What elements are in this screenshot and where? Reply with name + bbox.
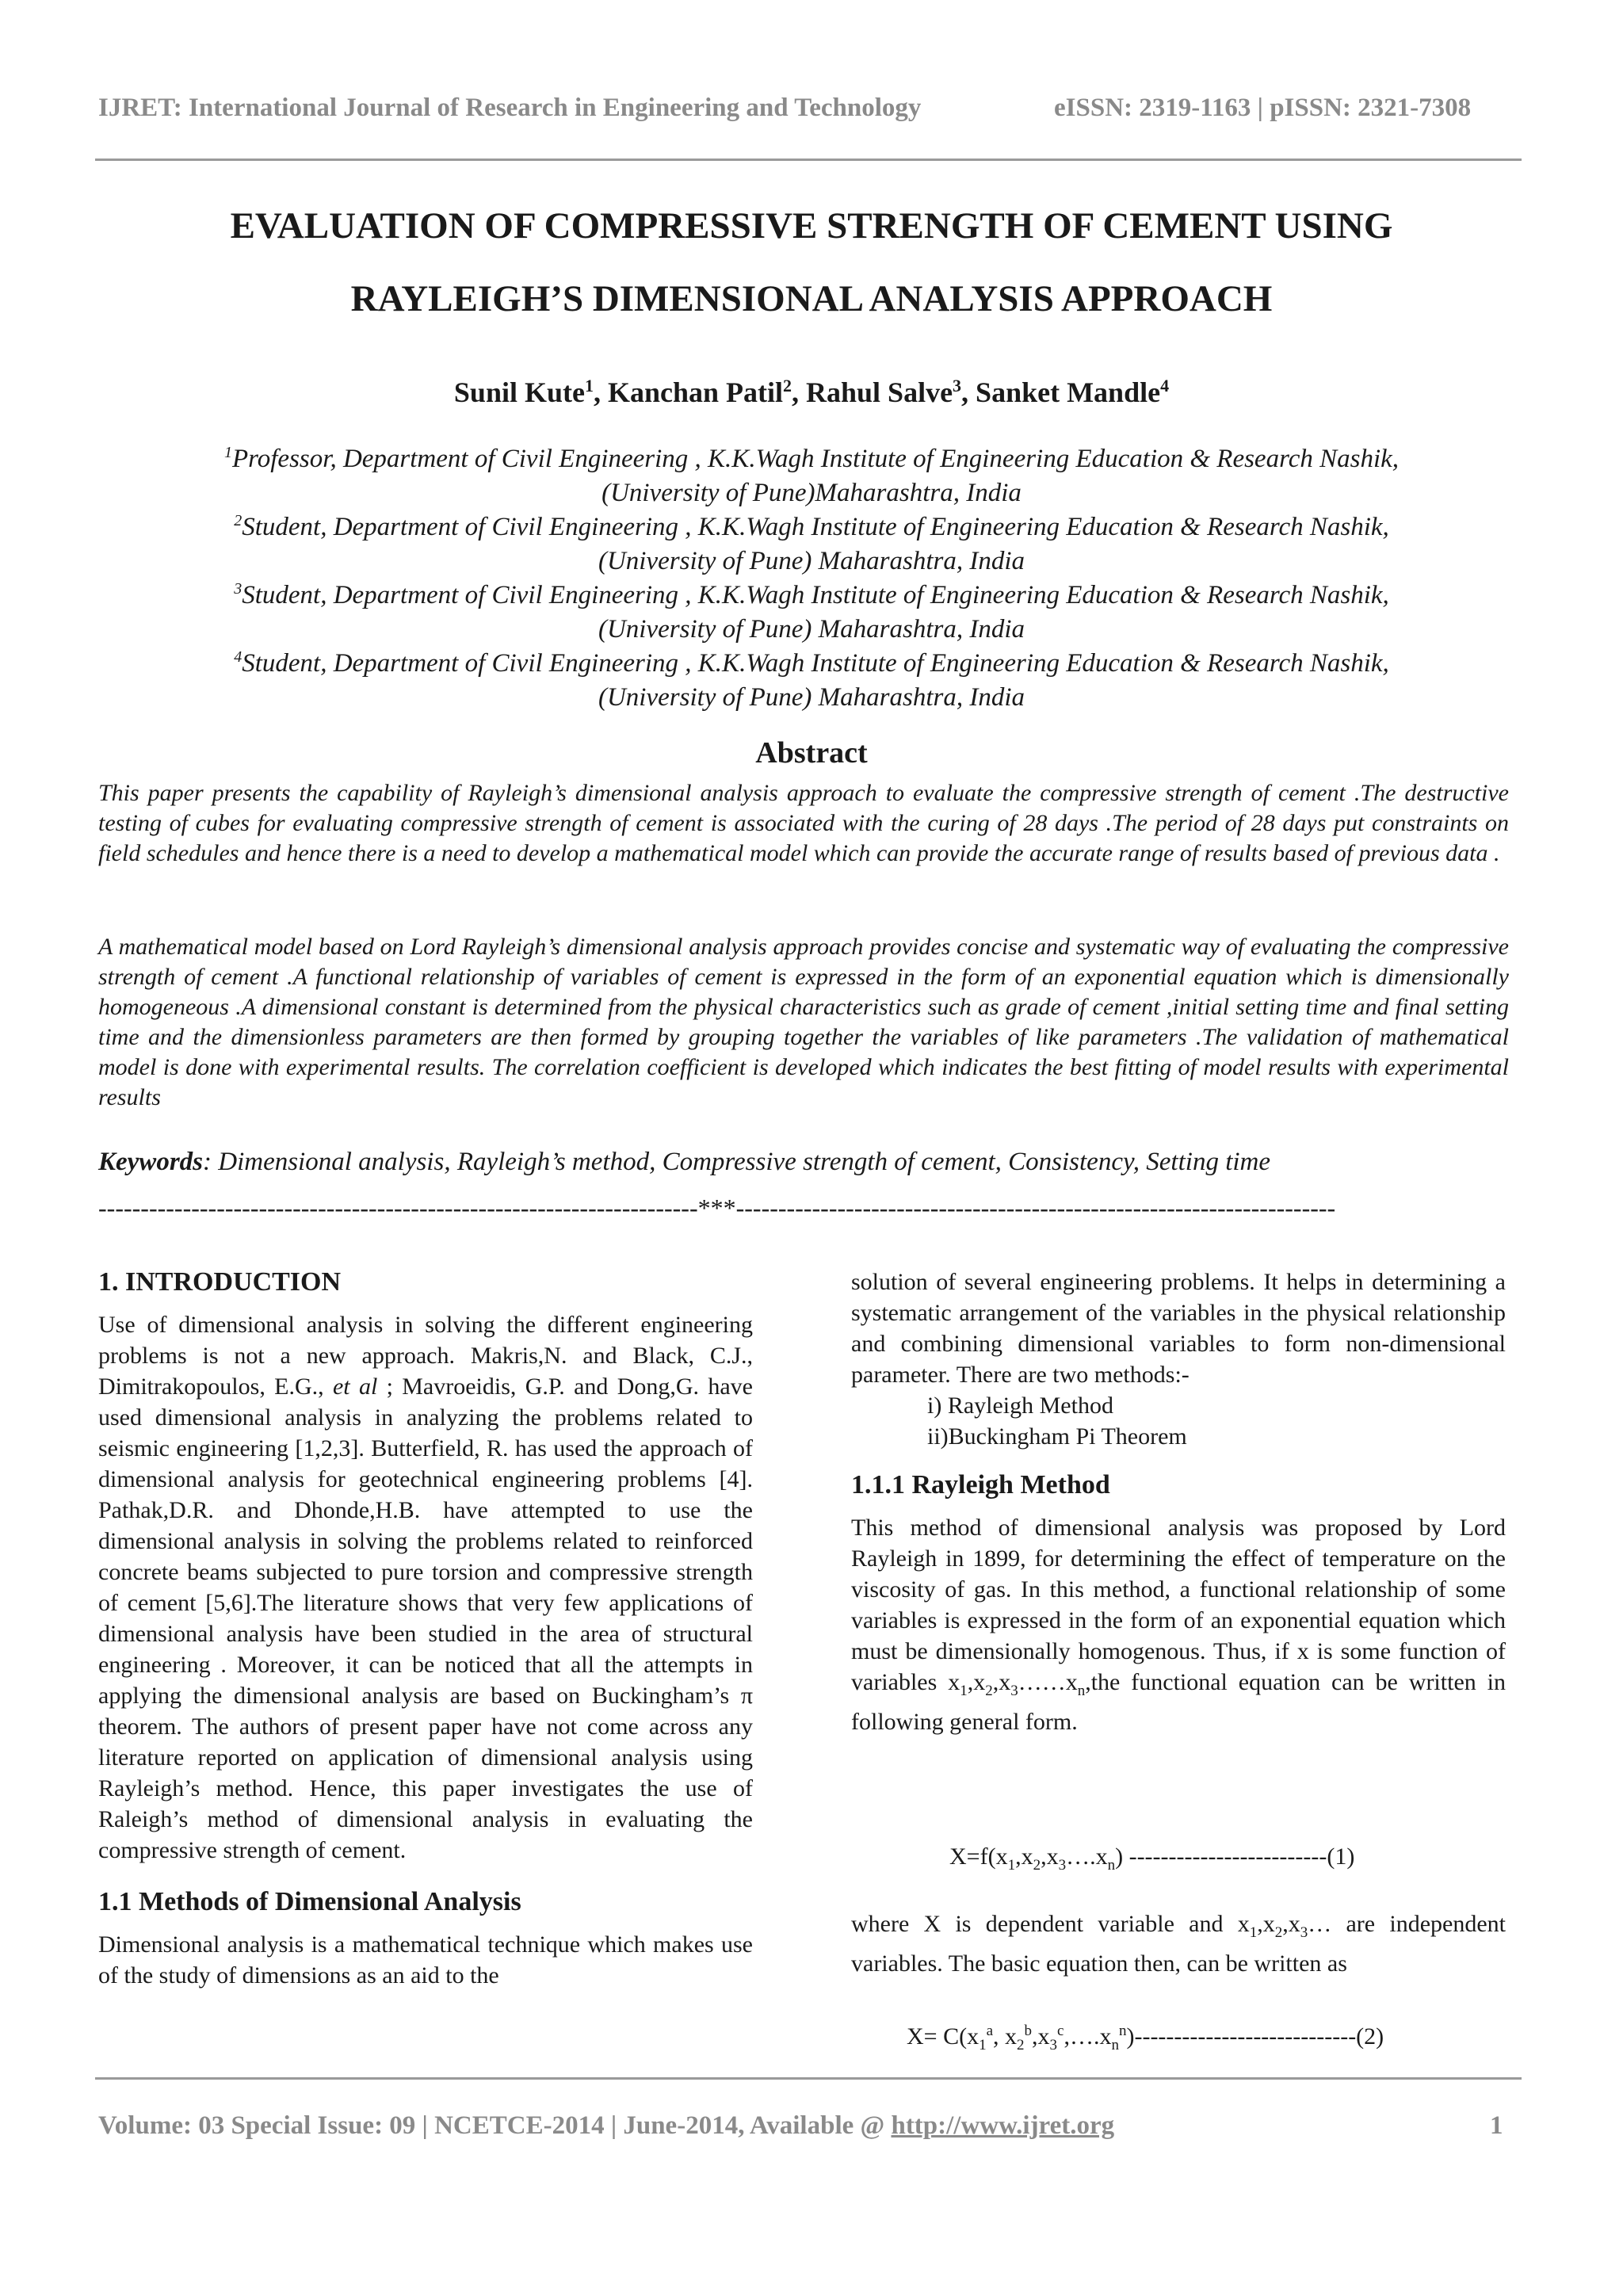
- intro-text: Use of dimensional analysis in solving the different engineering problems is not a new approach. Makris,N. and Black, C.J., Dimitrakopoulos, E.G.,: [98, 1312, 753, 1400]
- equation-2: $X= C(x_1^a$, $x_2^b,x_3^c,\dots.x_n^n)----------------------------(2)$: [907, 2023, 1384, 2053]
- equation-number: )----------------------------(2): [1126, 2023, 1384, 2050]
- footer-text: Volume: 03 Special Issue: 09 | NCETCE-2014 | June-2014, Available @: [98, 2111, 892, 2140]
- footer: [98, 2111, 1114, 2141]
- equation-1: $X=f(x_1,x_2,x_3\dots.x_n)$ -------------------------(1): [949, 1843, 1355, 1874]
- keywords-text: : Dimensional analysis, Rayleigh’s method, Compressive strength of cement, Consistency, Setting time: [203, 1148, 1271, 1176]
- author-name: Sanket Mandle: [976, 376, 1161, 408]
- affiliation-line: (University of Pune) Maharashtra, India: [598, 547, 1025, 575]
- issn-info: eISSN: 2319-1163 | pISSN: 2321-7308: [1054, 94, 1472, 122]
- affiliation-mark: 3: [234, 580, 242, 598]
- where-text: where X is dependent variable and x: [851, 1911, 1250, 1937]
- keywords: [98, 1148, 1509, 1177]
- abstract-paragraph-1: This paper presents the capability of Rayleigh’s dimensional analysis approach to evaluate the compressive strength of cement .The destructive testing of cubes for evaluating compressive strength of cement is associated with the curing of 28 days .The period of 28 days put constraints on field schedules and hence there is a need to develop a mathematical model which can provide the accurate range of results based of previous data .: [98, 780, 1509, 866]
- affiliation-mark: 2: [234, 512, 242, 529]
- method-item: i) Rayleigh Method: [927, 1392, 1113, 1419]
- author-mark: 1: [584, 376, 594, 395]
- affiliation-line: (University of Pune)Maharashtra, India: [601, 479, 1022, 507]
- author-name: Kanchan Patil: [607, 376, 783, 408]
- where-text: are independent variables. The basic equation then, can be written as: [851, 1911, 1506, 1977]
- author-mark: 2: [783, 376, 792, 395]
- rayleigh-text: ,the functional equation can be written in following general form.: [851, 1669, 1507, 1735]
- author-name: Rahul Salve: [806, 376, 953, 408]
- affiliation-mark: 4: [234, 648, 242, 666]
- intro-text: ; Mavroeidis, G.P. and Dong,G. have used dimensional analysis in analyzing the problems related to seismic engineering [1,2,3]. Butterfield, R. has used the approach of dimensional analysis for geotechnical engineering problems [4]. Pathak,D.R. and Dhonde,H.B. have attempted to use the dimensional analysis in solving the problems related to reinforced concrete beams subjected to pure torsion and compressive strength of cement [5,6].The literature shows that very few applications of dimensional analysis have been studied in the area of structural engineering . Moreover, it can be noticed that all the attempts in applying the dimensional analysis are based on Buckingham’s π theorem. The authors of present paper have not come across any literature reported on application of dimensional analysis using Rayleigh’s method. Hence, this paper investigates the use of Raleigh’s method of dimensional analysis in evaluating the compressive strength of cement.: [98, 1373, 753, 1863]
- author-name: Sunil Kute: [453, 376, 585, 408]
- author-mark: 4: [1160, 376, 1170, 395]
- affiliation: [79, 504, 1544, 579]
- affiliation-line: (University of Pune) Maharashtra, India: [598, 615, 1025, 644]
- author-list: Sunil Kute$^1$, Kanchan Patil$^2$, Rahul Salve$^3$, Sanket Mandle$^4$: [453, 376, 1170, 408]
- equation-number: -------------------------(1): [1123, 1843, 1355, 1870]
- method-item: ii)Buckingham Pi Theorem: [927, 1423, 1187, 1450]
- affiliation-mark: 1: [223, 444, 232, 461]
- affiliation: [79, 436, 1544, 510]
- methods-paragraph: Dimensional analysis is a mathematical technique which makes use of the study of dimensions as an aid to the: [98, 1931, 753, 1988]
- affiliation-line: Student, Department of Civil Engineering , K.K.Wagh Institute of Engineering Education & Research Nashik,: [242, 581, 1389, 609]
- affiliation-line: Student, Department of Civil Engineering , K.K.Wagh Institute of Engineering Education & Research Nashik,: [242, 513, 1389, 541]
- right-column: [851, 1266, 1506, 1737]
- author-mark: 3: [953, 376, 962, 395]
- abstract-heading: Abstract: [755, 736, 868, 770]
- journal-name: IJRET: International Journal of Research in Engineering and Technology: [98, 94, 922, 122]
- affiliation-line: Professor, Department of Civil Engineering , K.K.Wagh Institute of Engineering Education & Research Nashik,: [231, 445, 1400, 473]
- paper-title-line-2: RAYLEIGH’S DIMENSIONAL ANALYSIS APPROACH: [350, 278, 1273, 319]
- where-paragraph: where X is dependent variable and $x_1,x_2,x_3\dots$ are independent variables. The basic equation then, can be written as: [851, 1911, 1506, 1977]
- continued-paragraph: solution of several engineering problems. It helps in determining a systematic arrangement of the variables in the physical relationship and combining dimensional variables to form non-dimensional parameter. There are two methods:-: [851, 1269, 1506, 1388]
- rayleigh-text: This method of dimensional analysis was proposed by Lord Rayleigh in 1899, for determining the effect of temperature on the viscosity of gas. In this method, a functional relationship of some variables is expressed in the form of an exponential equation which must be dimensionally homogenous. Thus, if x is some function of variables x: [851, 1515, 1506, 1695]
- affiliation-line: Student, Department of Civil Engineering , K.K.Wagh Institute of Engineering Education & Research Nashik,: [242, 649, 1389, 678]
- rayleigh-paragraph: This method of dimensional analysis was proposed by Lord Rayleigh in 1899, for determining the effect of temperature on the viscosity of gas. In this method, a functional relationship of some variables is expressed in the form of an exponential equation which must be dimensionally homogenous. Thus, if x is some function of variables $x_1,x_2,x_3\dots\dots x_n,the$ functional equation can be written in following general form.: [851, 1515, 1507, 1735]
- section-heading-rayleigh: 1.1.1 Rayleigh Method: [851, 1470, 1110, 1499]
- header-rule: [95, 159, 1522, 161]
- journal-link[interactable]: http://www.ijret.org: [891, 2111, 1115, 2140]
- paper-title-line-1: EVALUATION OF COMPRESSIVE STRENGTH OF CEMENT USING: [230, 205, 1393, 246]
- intro-et-al: et al: [332, 1373, 378, 1400]
- section-heading-introduction: 1. INTRODUCTION: [98, 1267, 342, 1297]
- affiliation: [79, 572, 1544, 647]
- affiliation: [79, 640, 1544, 715]
- abstract-paragraph-2: A mathematical model based on Lord Rayleigh’s dimensional analysis approach provides concise and systematic way of evaluating the compressive strength of cement .A functional relationship of variables of cement is expressed in the form of an exponential equation which is dimensionally homogeneous .A dimensional constant is determined from the physical characteristics such as grade of cement ,initial setting time and final setting time and the dimensionless parameters are then formed by grouping together the variables of like parameters .The validation of mathematical model is done with experimental results. The correlation coefficient is developed which indicates the best fitting of model results with experimental results: [98, 934, 1509, 1110]
- introduction-paragraph: [98, 1309, 753, 1866]
- keywords-label: Keywords: [98, 1148, 203, 1176]
- section-separator: -----------------------------------------------------------------------***-----------------------------------------------------------------------: [98, 1194, 1336, 1222]
- page-number: 1: [1490, 2111, 1503, 2140]
- affiliation-line: (University of Pune) Maharashtra, India: [598, 683, 1025, 712]
- left-column: [98, 1266, 753, 1991]
- footer-rule: [95, 2077, 1522, 2080]
- section-heading-methods: 1.1 Methods of Dimensional Analysis: [98, 1887, 521, 1916]
